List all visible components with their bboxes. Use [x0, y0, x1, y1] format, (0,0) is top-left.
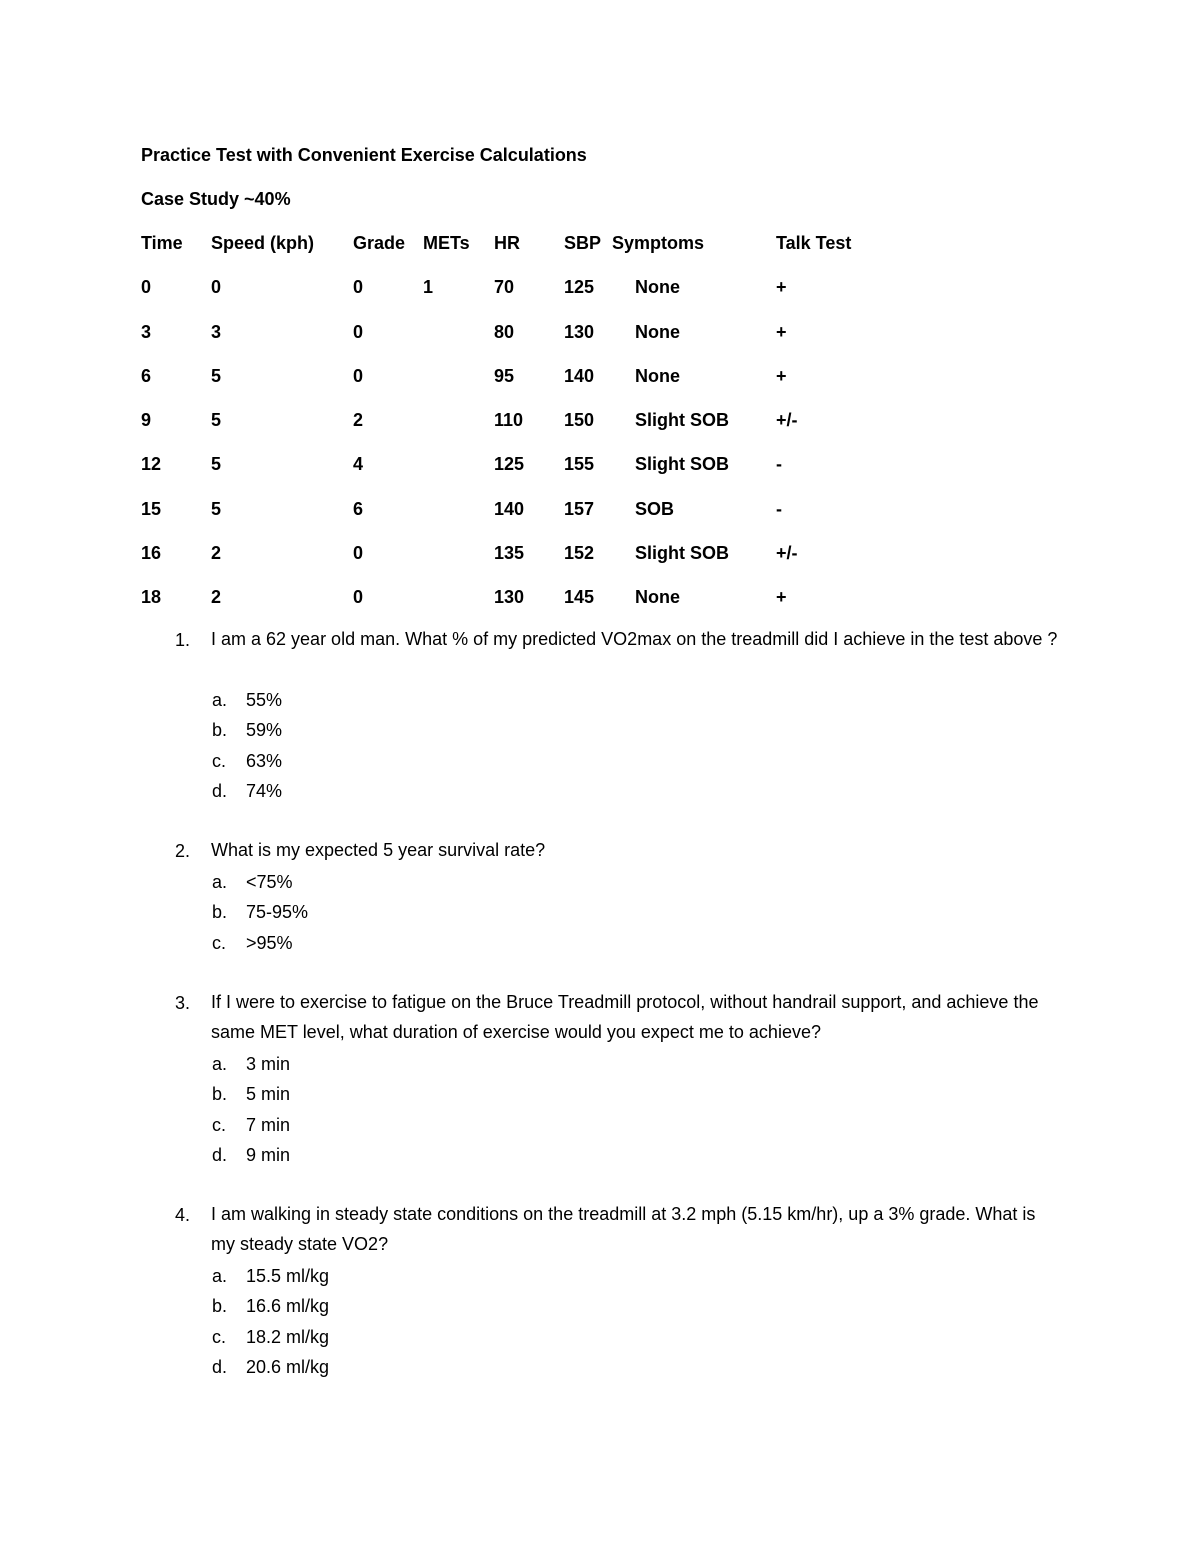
- option-text: 9 min: [246, 1144, 291, 1165]
- case-study-heading: Case Study ~40%: [141, 189, 291, 209]
- answer-option: [0, 1266, 1200, 1296]
- answer-option: [0, 1054, 1200, 1084]
- option-text: 16.6 ml/kg: [246, 1296, 330, 1317]
- page-title: Practice Test with Convenient Exercise Calculations: [141, 145, 587, 165]
- option-text: 5 min: [246, 1084, 291, 1105]
- option-letter: a.: [212, 1266, 228, 1286]
- option-letter: a.: [212, 1054, 228, 1074]
- header-symptoms: Symptoms: [612, 233, 705, 253]
- table-row: [0, 277, 1200, 307]
- cell-symptoms: Slight SOB: [635, 543, 729, 563]
- cell-speed: 5: [211, 366, 222, 386]
- cell-symptoms: None: [635, 587, 680, 607]
- option-letter: d.: [212, 780, 228, 801]
- cell-hr: 80: [494, 322, 515, 342]
- cell-hr: 130: [494, 587, 525, 607]
- table-row: [0, 410, 1200, 440]
- cell-time: 18: [141, 587, 162, 607]
- option-letter: c.: [212, 1326, 227, 1347]
- answer-option: [0, 1115, 1200, 1145]
- answer-option: [0, 1327, 1200, 1357]
- cell-grade: 0: [353, 543, 364, 563]
- answer-option: [0, 720, 1200, 750]
- option-text: 55%: [246, 690, 283, 710]
- cell-speed: 2: [211, 543, 222, 563]
- option-letter: a.: [212, 690, 228, 710]
- cell-symptoms: Slight SOB: [635, 410, 729, 430]
- cell-sbp: 145: [564, 587, 595, 607]
- table-row: [0, 322, 1200, 352]
- question-number: 3.: [175, 993, 191, 1013]
- cell-hr: 140: [494, 499, 525, 519]
- cell-talk-test: +: [776, 277, 787, 297]
- cell-talk-test: -: [776, 454, 782, 474]
- cell-symptoms: Slight SOB: [635, 454, 729, 474]
- header-speed: Speed (kph): [211, 233, 315, 253]
- option-letter: c.: [212, 932, 227, 953]
- option-letter: a.: [212, 872, 228, 892]
- question-text: If I were to exercise to fatigue on the Bruce Treadmill protocol, without handrail support, and achieve the same MET level, what duration of exercise would you expect me to achieve?: [211, 992, 1039, 1042]
- table-row: [0, 454, 1200, 484]
- question-text: I am a 62 year old man. What % of my predicted VO2max on the treadmill did I achieve in the test above ?: [211, 629, 1058, 649]
- header-talk-test: Talk Test: [776, 233, 852, 253]
- cell-sbp: 150: [564, 410, 595, 430]
- cell-sbp: 130: [564, 322, 595, 342]
- cell-sbp: 155: [564, 454, 595, 474]
- answer-option: [0, 933, 1200, 963]
- cell-mets: 1: [423, 277, 434, 297]
- header-sbp: SBP: [564, 233, 602, 253]
- table-row: [0, 587, 1200, 617]
- cell-talk-test: -: [776, 499, 782, 519]
- question-text: I am walking in steady state conditions on the treadmill at 3.2 mph (5.15 km/hr), up a 3% grade. What is my steady state VO2?: [211, 1204, 1036, 1254]
- option-letter: d.: [212, 1144, 228, 1165]
- cell-symptoms: None: [635, 277, 680, 297]
- answer-option: [0, 690, 1200, 720]
- question-number: 2.: [175, 841, 191, 861]
- cell-time: 0: [141, 277, 152, 297]
- cell-symptoms: None: [635, 366, 680, 386]
- option-text: 59%: [246, 720, 283, 741]
- option-letter: d.: [212, 1356, 228, 1377]
- header-hr: HR: [494, 233, 520, 253]
- cell-talk-test: +/-: [776, 543, 798, 563]
- option-text: <75%: [246, 872, 293, 892]
- cell-hr: 70: [494, 277, 515, 297]
- answer-option: [0, 1296, 1200, 1326]
- option-text: >95%: [246, 932, 293, 953]
- cell-hr: 95: [494, 366, 515, 386]
- answer-option: [0, 1357, 1200, 1387]
- cell-talk-test: +/-: [776, 410, 798, 430]
- cell-speed: 0: [211, 277, 222, 297]
- header-time: Time: [141, 233, 183, 253]
- cell-talk-test: +: [776, 366, 787, 386]
- question-number: 4.: [175, 1205, 191, 1225]
- cell-time: 12: [141, 454, 162, 474]
- table-row: [0, 499, 1200, 529]
- answer-option: [0, 872, 1200, 902]
- table-header-row: [0, 233, 1200, 263]
- option-text: 7 min: [246, 1114, 291, 1135]
- cell-speed: 5: [211, 454, 222, 474]
- question-text: What is my expected 5 year survival rate?: [211, 840, 546, 860]
- answer-option: [0, 781, 1200, 811]
- cell-speed: 5: [211, 410, 222, 430]
- cell-sbp: 152: [564, 543, 595, 563]
- cell-speed: 3: [211, 322, 222, 342]
- cell-grade: 4: [353, 454, 364, 474]
- cell-sbp: 140: [564, 366, 595, 386]
- cell-time: 16: [141, 543, 162, 563]
- option-text: 75-95%: [246, 902, 309, 923]
- cell-talk-test: +: [776, 322, 787, 342]
- option-text: 63%: [246, 750, 283, 771]
- cell-grade: 2: [353, 410, 364, 430]
- option-text: 3 min: [246, 1054, 291, 1074]
- option-text: 74%: [246, 780, 283, 801]
- option-letter: b.: [212, 902, 228, 923]
- cell-sbp: 157: [564, 499, 595, 519]
- cell-grade: 0: [353, 322, 364, 342]
- option-letter: c.: [212, 1114, 227, 1135]
- option-text: 20.6 ml/kg: [246, 1356, 330, 1377]
- cell-sbp: 125: [564, 277, 595, 297]
- cell-time: 15: [141, 499, 162, 519]
- answer-option: [0, 751, 1200, 781]
- option-letter: b.: [212, 1084, 228, 1105]
- cell-hr: 135: [494, 543, 525, 563]
- cell-speed: 2: [211, 587, 222, 607]
- cell-grade: 0: [353, 277, 364, 297]
- header-grade: Grade: [353, 233, 406, 253]
- cell-hr: 125: [494, 454, 525, 474]
- cell-time: 9: [141, 410, 152, 430]
- option-letter: b.: [212, 720, 228, 741]
- table-row: [0, 543, 1200, 573]
- option-text: 15.5 ml/kg: [246, 1266, 330, 1286]
- answer-option: [0, 1145, 1200, 1175]
- cell-hr: 110: [494, 410, 524, 430]
- answer-option: [0, 902, 1200, 932]
- cell-grade: 6: [353, 499, 364, 519]
- cell-symptoms: None: [635, 322, 680, 342]
- table-row: [0, 366, 1200, 396]
- cell-time: 3: [141, 322, 152, 342]
- option-letter: b.: [212, 1296, 228, 1317]
- cell-grade: 0: [353, 366, 364, 386]
- cell-grade: 0: [353, 587, 364, 607]
- header-mets: METs: [423, 233, 470, 253]
- answer-option: [0, 1084, 1200, 1114]
- cell-symptoms: SOB: [635, 499, 675, 519]
- option-letter: c.: [212, 750, 227, 771]
- cell-time: 6: [141, 366, 152, 386]
- cell-talk-test: +: [776, 587, 787, 607]
- question-number: 1.: [175, 630, 191, 650]
- cell-speed: 5: [211, 499, 222, 519]
- option-text: 18.2 ml/kg: [246, 1326, 330, 1347]
